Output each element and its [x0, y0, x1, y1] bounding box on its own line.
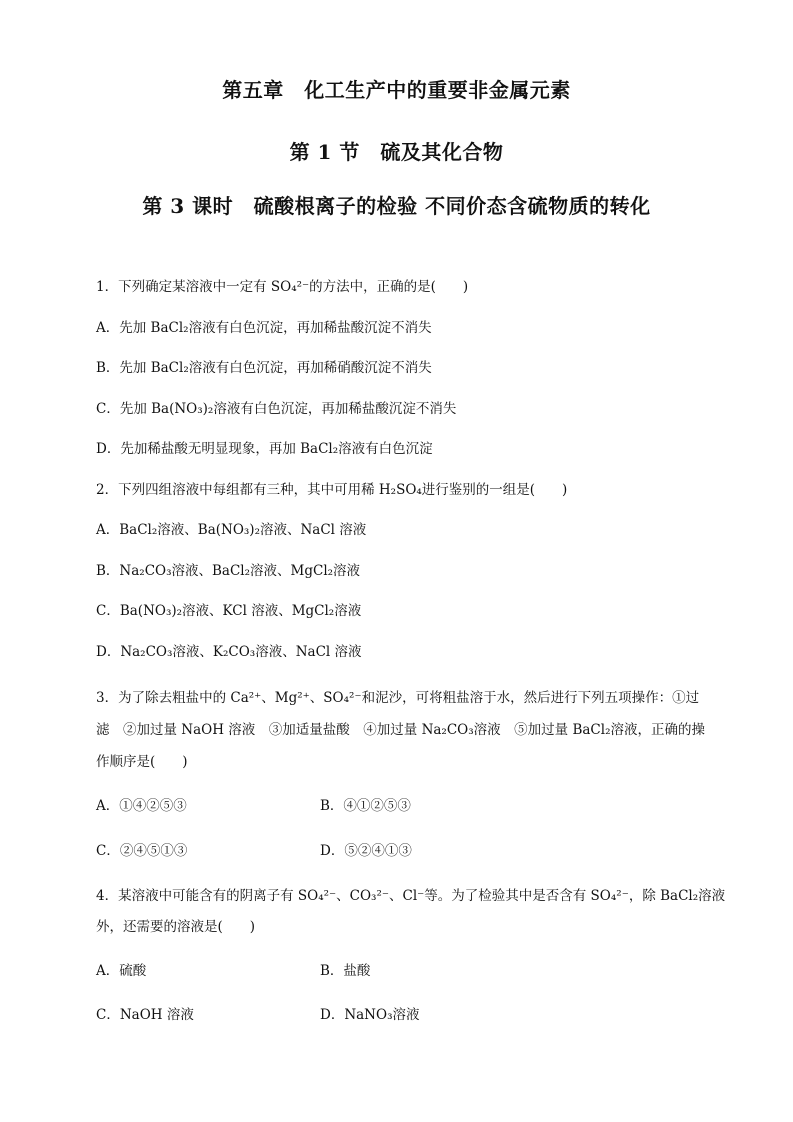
question-2-option-b: B．Na₂CO₃溶液、BaCl₂溶液、MgCl₂溶液: [96, 563, 361, 579]
question-3-option-d: D．⑤②④①③: [320, 843, 412, 859]
question-4-stem-line-2: 外，还需要的溶液是( ): [96, 919, 256, 935]
question-2-option-a: A．BaCl₂溶液、Ba(NO₃)₂溶液、NaCl 溶液: [96, 522, 367, 538]
question-4-option-d: D．NaNO₃溶液: [320, 1007, 420, 1023]
question-4-option-c: C．NaOH 溶液: [96, 1007, 194, 1023]
question-3-option-b: B．④①②⑤③: [320, 798, 411, 814]
question-1-option-a: A．先加 BaCl₂溶液有白色沉淀，再加稀盐酸沉淀不消失: [96, 320, 432, 336]
question-1-option-d: D．先加稀盐酸无明显现象，再加 BaCl₂溶液有白色沉淀: [96, 441, 433, 457]
question-4-option-a: A．硫酸: [96, 963, 147, 979]
question-2-stem: 2．下列四组溶液中每组都有三种，其中可用稀 H₂SO₄进行鉴别的一组是( ): [96, 482, 568, 498]
lesson-title: 第 3 课时 硫酸根离子的检验 不同价态含硫物质的转化: [142, 194, 651, 218]
question-1-stem: 1．下列确定某溶液中一定有 SO₄²⁻的方法中，正确的是( ): [96, 279, 469, 295]
question-4-stem-line-1: 4．某溶液中可能含有的阴离子有 SO₄²⁻、CO₃²⁻、Cl⁻等。为了检验其中是否含有 SO₄²⁻，除 BaCl₂溶液: [96, 888, 726, 904]
section-title: 第 1 节 硫及其化合物: [289, 140, 504, 164]
question-1-option-b: B．先加 BaCl₂溶液有白色沉淀，再加稀硝酸沉淀不消失: [96, 360, 432, 376]
question-3-option-a: A．①④②⑤③: [96, 798, 187, 814]
question-2-option-c: C．Ba(NO₃)₂溶液、KCl 溶液、MgCl₂溶液: [96, 603, 362, 619]
question-2-option-d: D．Na₂CO₃溶液、K₂CO₃溶液、NaCl 溶液: [96, 644, 362, 660]
question-4-option-b: B．盐酸: [320, 963, 371, 979]
chapter-title: 第五章 化工生产中的重要非金属元素: [222, 78, 571, 102]
question-3-stem-line-3: 作顺序是( ): [96, 754, 188, 770]
question-3-stem-line-1: 3．为了除去粗盐中的 Ca²⁺、Mg²⁺、SO₄²⁻和泥沙，可将粗盐溶于水，然后进行下列五项操作：①过: [96, 690, 700, 706]
question-3-stem-line-2: 滤 ②加过量 NaOH 溶液 ③加适量盐酸 ④加过量 Na₂CO₃溶液 ⑤加过量 BaCl₂溶液，正确的操: [96, 722, 705, 738]
question-3-option-c: C．②④⑤①③: [96, 843, 188, 859]
question-1-option-c: C．先加 Ba(NO₃)₂溶液有白色沉淀，再加稀盐酸沉淀不消失: [96, 401, 457, 417]
